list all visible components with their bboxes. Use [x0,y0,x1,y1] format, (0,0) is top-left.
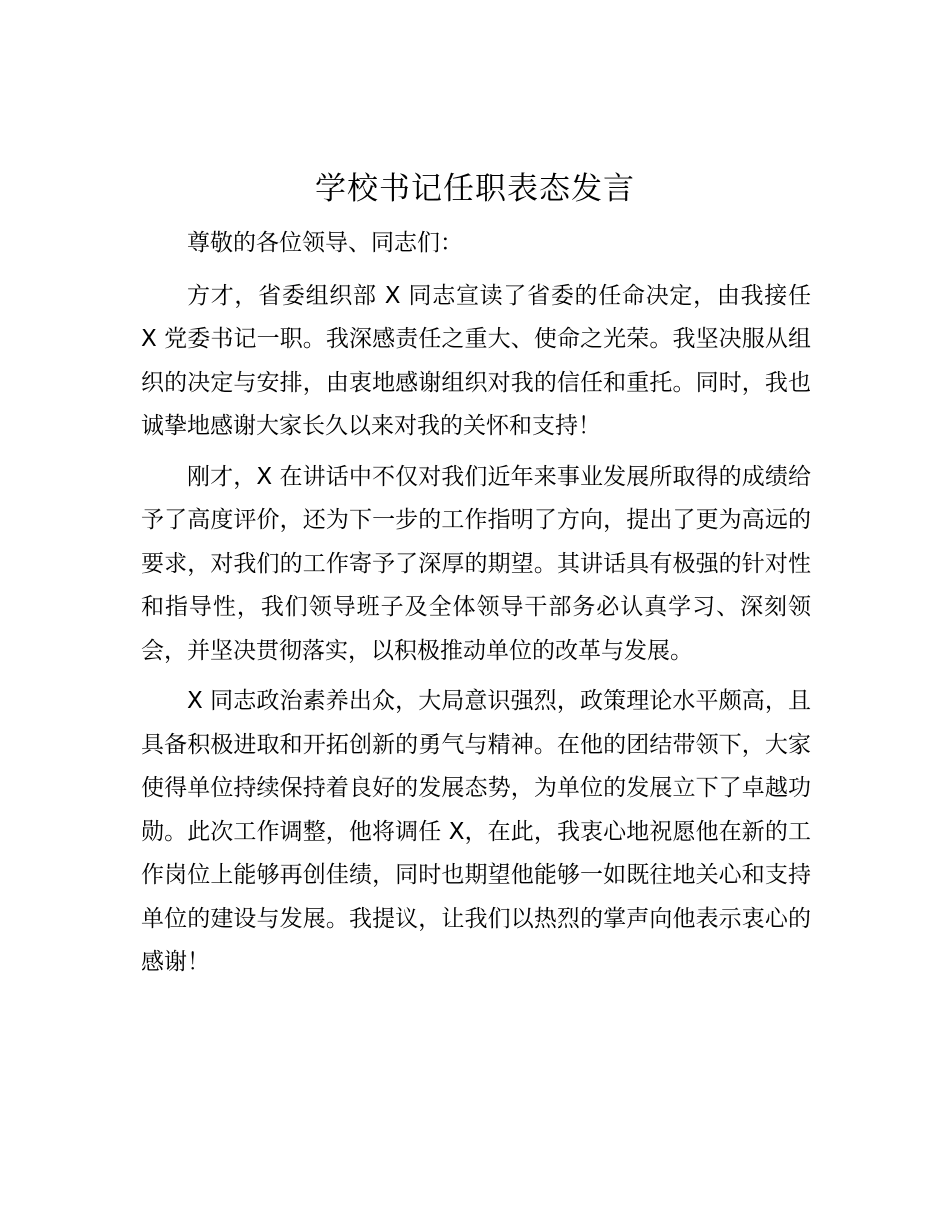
document-body [141,222,811,985]
paragraph-1: 方才，省委组织部 X 同志宣读了省委的任命决定，由我接任 X 党委书记一职。我深感责任之重大、使命之光荣。我坚决服从组织的决定与安排，由衷地感谢组织对我的信任和重托。同时，我也诚挚地感谢大家长久以来对我的关怀和支持！ [141,282,811,439]
paragraph-2: 刚才，X 在讲话中不仅对我们近年来事业发展所取得的成绩给予了高度评价，还为下一步的工作指明了方向，提出了更为高远的要求，对我们的工作寄予了深厚的期望。其讲话具有极强的针对性和指导性，我们领导班子及全体领导干部务必认真学习、深刻领会，并坚决贯彻落实，以积极推动单位的改革与发展。 [141,463,811,664]
paragraph-spacer [141,449,811,456]
document-title: 学校书记任职表态发言 [315,171,635,207]
paragraph-spacer [141,673,811,680]
paragraph-3: X 同志政治素养出众，大局意识强烈，政策理论水平颇高，且具备积极进取和开拓创新的勇气与精神。在他的团结带领下，大家使得单位持续保持着良好的发展态势，为单位的发展立下了卓越功勋。此次工作调整，他将调任 X，在此，我衷心地祝愿他在新的工作岗位上能够再创佳绩，同时也期望他能够一如既往地关心和支持单位的建设与发展。我提议，让我们以热烈的掌声向他表示衷心的感谢！ [141,688,811,975]
greeting: 尊敬的各位领导、同志们： [187,230,463,256]
